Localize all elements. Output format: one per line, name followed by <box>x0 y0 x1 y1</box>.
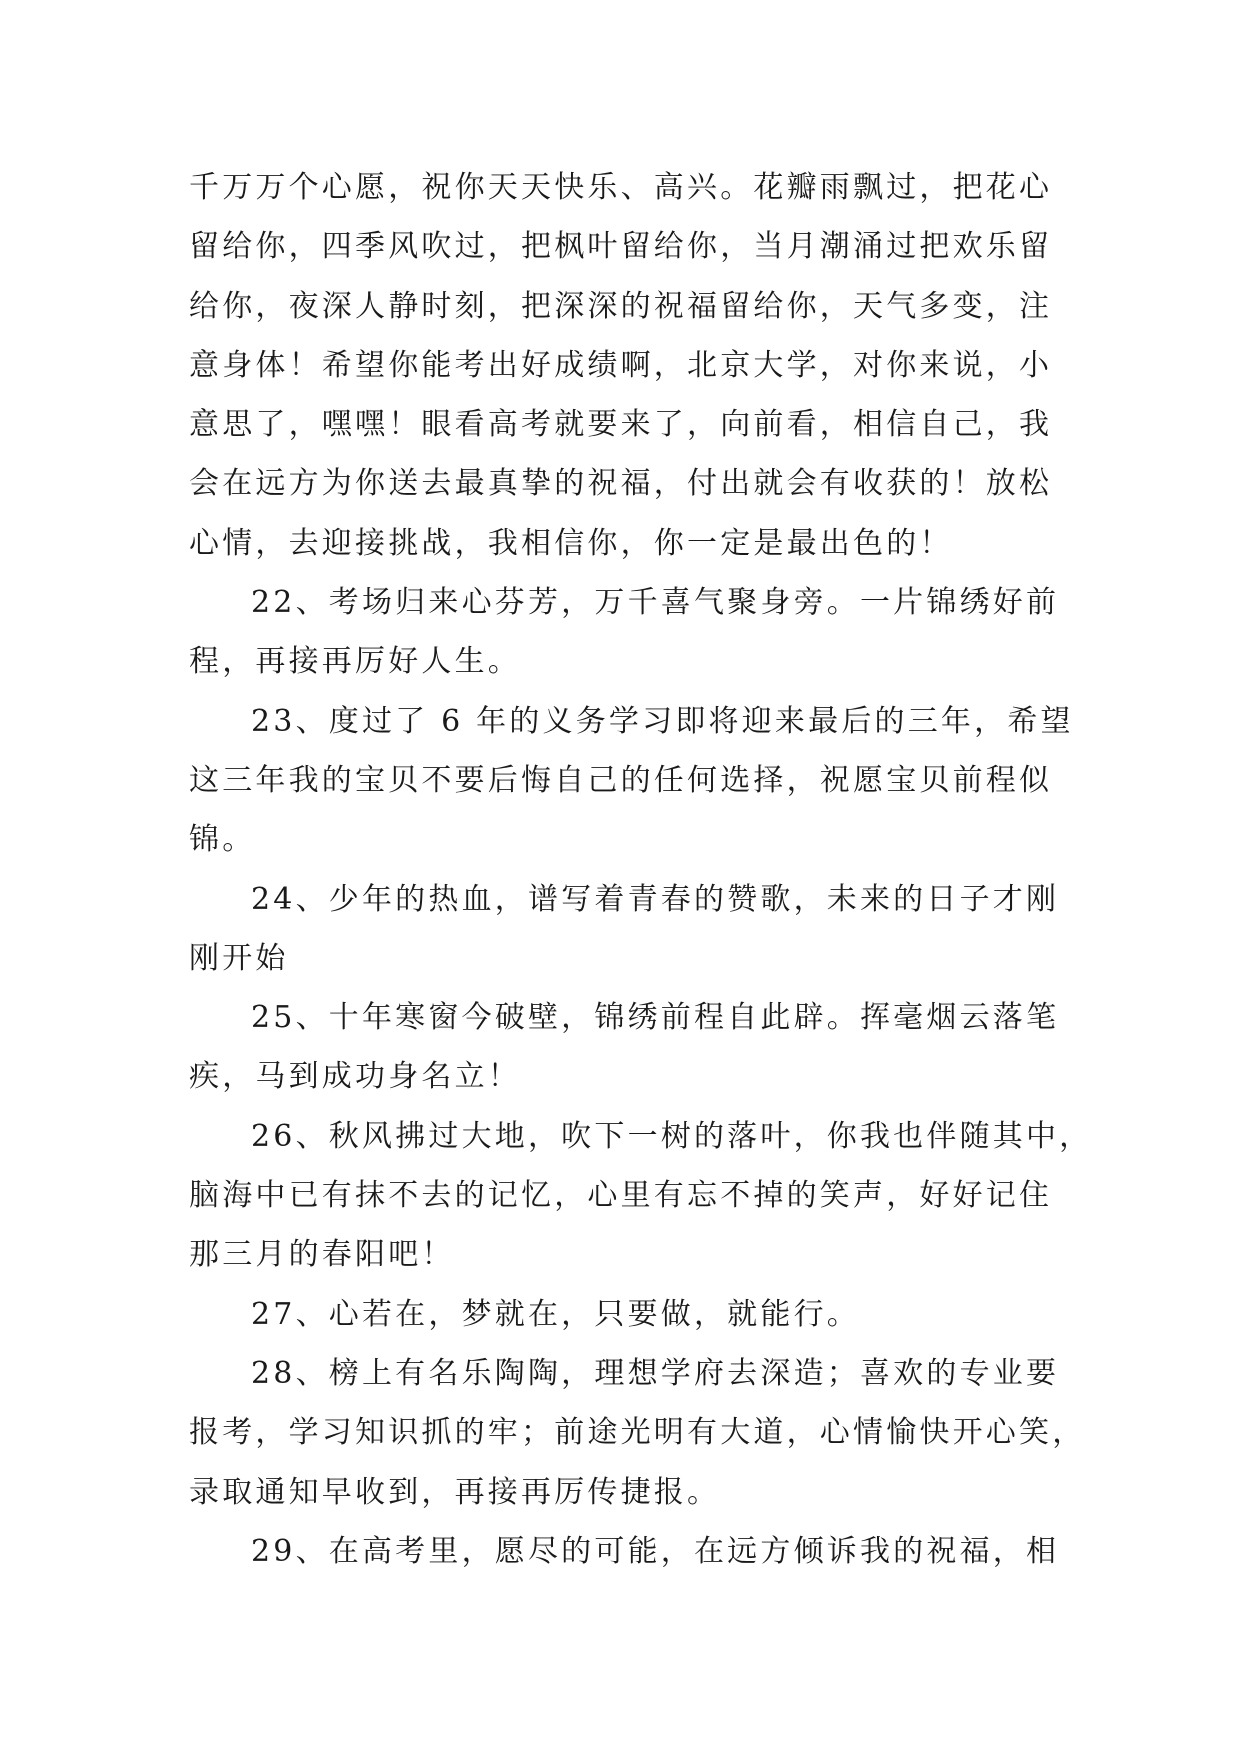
document-body <box>189 158 1093 1581</box>
text-line: 22、考场归来心芬芳，万千喜气聚身旁。一片锦绣好前 <box>251 585 1060 621</box>
text-line: 给你，夜深人静时刻，把深深的祝福留给你，天气多变，注 <box>189 288 1053 324</box>
paragraph <box>189 870 1059 989</box>
text-line: 26、秋风拂过大地，吹下一树的落叶，你我也伴随其中， <box>251 1118 1093 1154</box>
text-line: 29、在高考里，愿尽的可能，在远方倾诉我的祝福，相 <box>251 1533 1060 1569</box>
text-line: 意思了，嘿嘿！眼看高考就要来了，向前看，相信自己，我 <box>189 407 1053 443</box>
text-line: 心情，去迎接挑战，我相信你，你一定是最出色的！ <box>189 525 953 561</box>
paragraph <box>189 1107 1093 1285</box>
paragraph <box>189 988 1059 1107</box>
text-line: 27、心若在，梦就在，只要做，就能行。 <box>251 1296 860 1332</box>
text-line: 23、度过了 6 年的义务学习即将迎来最后的三年，希望 <box>251 703 1074 739</box>
paragraph <box>189 1344 1086 1522</box>
paragraph <box>189 573 1059 692</box>
text-line: 那三月的春阳吧！ <box>189 1237 455 1273</box>
text-line: 千万万个心愿，祝你天天快乐、高兴。花瓣雨飘过，把花心 <box>189 170 1053 205</box>
text-line: 这三年我的宝贝不要后悔自己的任何选择，祝愿宝贝前程似 <box>189 762 1053 798</box>
text-line: 程，再接再厉好人生。 <box>189 644 521 680</box>
text-line: 28、榜上有名乐陶陶，理想学府去深造；喜欢的专业要 <box>251 1355 1060 1391</box>
text-line: 意身体！希望你能考出好成绩啊，北京大学，对你来说，小 <box>189 347 1053 383</box>
text-line: 报考，学习知识抓的牢；前途光明有大道，心情愉快开心笑， <box>189 1415 1086 1451</box>
paragraph <box>189 158 1059 573</box>
text-line: 刚开始 <box>189 940 289 976</box>
text-line: 疾，马到成功身名立！ <box>189 1059 521 1095</box>
text-line: 会在远方为你送去最真挚的祝福，付出就会有收获的！放松 <box>189 466 1053 502</box>
text-line: 锦。 <box>189 822 256 858</box>
text-line: 留给你，四季风吹过，把枫叶留给你，当月潮涌过把欢乐留 <box>189 229 1053 265</box>
paragraph <box>189 1285 1059 1344</box>
paragraph <box>189 692 1074 870</box>
text-line: 25、十年寒窗今破壁，锦绣前程自此辟。挥毫烟云落笔 <box>251 1000 1060 1036</box>
text-line: 24、少年的热血，谱写着青春的赞歌，未来的日子才刚 <box>251 881 1060 917</box>
text-line: 录取通知早收到，再接再厉传捷报。 <box>189 1474 721 1510</box>
text-line: 脑海中已有抹不去的记忆，心里有忘不掉的笑声，好好记住 <box>189 1178 1053 1214</box>
paragraph <box>189 1522 1059 1581</box>
